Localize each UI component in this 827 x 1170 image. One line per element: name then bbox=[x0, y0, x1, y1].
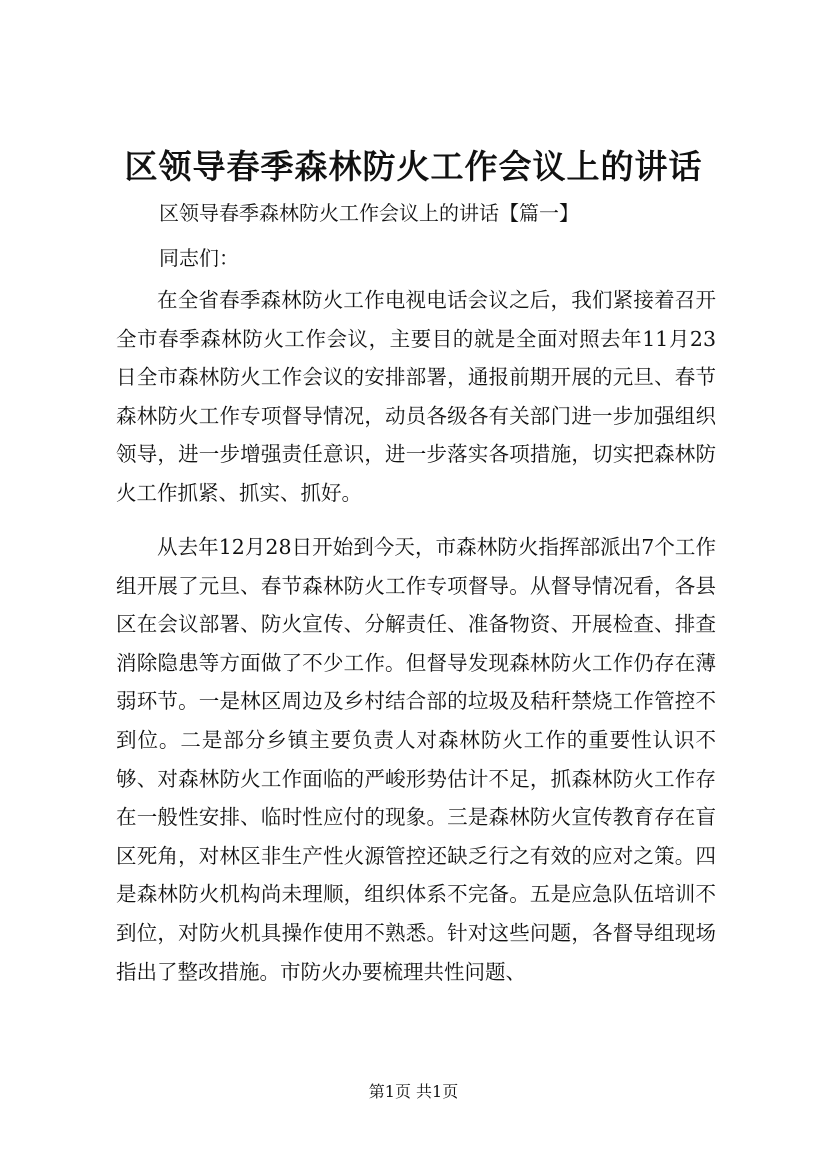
body-paragraph-2: 从去年12月28日开始到今天，市森林防火指挥部派出7个工作组开展了元旦、春节森林防火工作专项督导。从督导情况看，各县区在会议部署、防火宣传、分解责任、准备物资、开展检查、排查消除隐患等方面做了不少工作。但督导发现森林防火工作仍存在薄弱环节。一是林区周边及乡村结合部的垃圾及秸秆禁烧工作管控不到位。二是部分乡镇主要负责人对森林防火工作的重要性认识不够、对森林防火工作面临的严峻形势估计不足，抓森林防火工作存在一般性安排、临时性应付的现象。三是森林防火宣传教育存在盲区死角，对林区非生产性火源管控还缺乏行之有效的应对之策。四是森林防火机构尚未理顺，组织体系不完备。五是应急队伍培训不到位，对防火机具操作使用不熟悉。针对这些问题，各督导组现场指出了整改措施。市防火办要梳理共性问题、 bbox=[116, 535, 716, 984]
body-paragraph-1: 在全省春季森林防火工作电视电话会议之后，我们紧接着召开全市春季森林防火工作会议，主要目的就是全面对照去年11月23日全市森林防火工作会议的安排部署，通报前期开展的元旦、春节森林防火工作专项督导情况，动员各级各有关部门进一步加强组织领导，进一步增强责任意识，进一步落实各项措施，切实把森林防火工作抓紧、抓实、抓好。 bbox=[116, 288, 716, 505]
greeting: 同志们： bbox=[159, 246, 239, 270]
document-subtitle: 区领导春季森林防火工作会议上的讲话【篇一】 bbox=[159, 201, 579, 225]
page-footer: 第1页 共1页 bbox=[368, 1082, 459, 1101]
document-title: 区领导春季森林防火工作会议上的讲话 bbox=[124, 147, 703, 186]
